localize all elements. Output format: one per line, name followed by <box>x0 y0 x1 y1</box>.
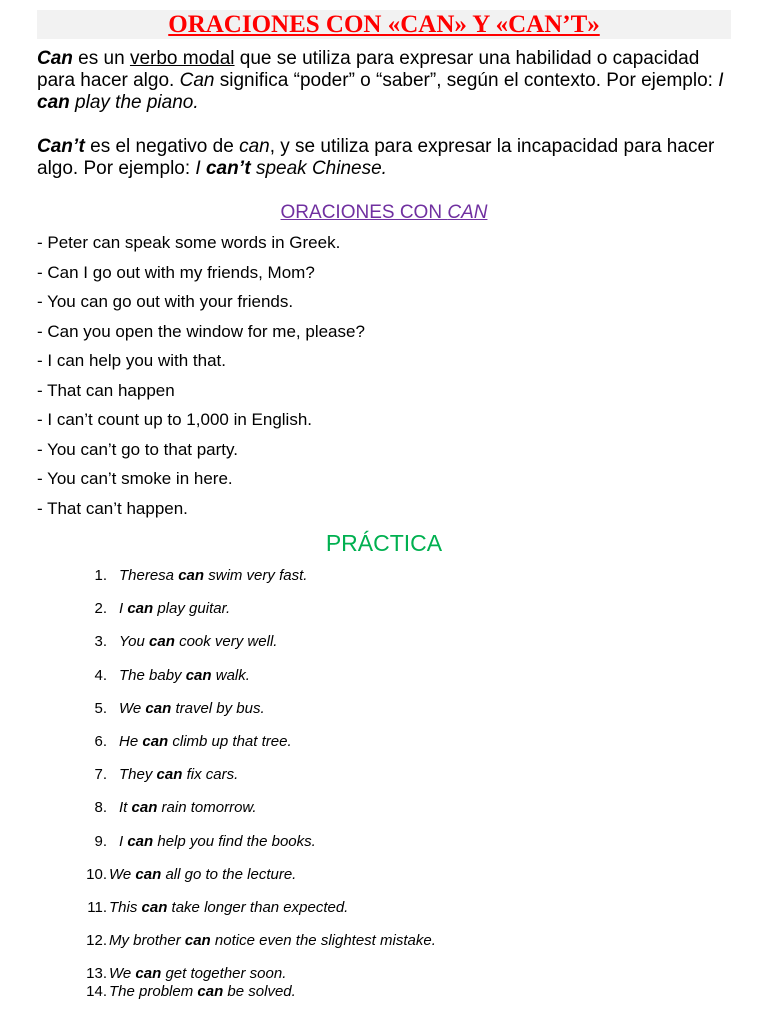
exercise-item: 6. He can climb up that tree. <box>37 732 731 765</box>
exercise-item: 4. The baby can walk. <box>37 666 731 699</box>
exercise-number: 14. <box>86 983 107 1001</box>
exercise-number: 11. <box>87 898 107 916</box>
exercise-number: 1. <box>94 567 107 584</box>
exercise-list <box>37 566 731 1000</box>
document-title: ORACIONES CON «CAN» Y «CAN’T» <box>37 10 731 39</box>
sentence-item: - Peter can speak some words in Greek. <box>37 233 341 252</box>
section-heading-oraciones: ORACIONES CON CAN <box>280 202 488 223</box>
exercise-item: 3. You can cook very well. <box>37 632 731 665</box>
exercise-number: 3. <box>94 633 107 651</box>
sentence-item: - Can you open the window for me, please? <box>37 321 365 341</box>
exercise-item: 2. I can play guitar. <box>37 599 731 632</box>
intro-paragraph-cant: Can’t es el negativo de can, y se utiliza para expresar la incapacidad para hacer algo. Por ejemplo: I can’t speak Chinese. <box>37 136 715 179</box>
exercise-number: 4. <box>94 666 107 684</box>
verbo-modal-link: verbo modal <box>129 48 235 69</box>
exercise-number: 5. <box>94 699 107 717</box>
term-cant: Can’t <box>37 136 85 157</box>
sentence-item: - That can happen <box>37 380 175 400</box>
exercise-item: 10. We can all go to the lecture. <box>37 865 731 898</box>
exercise-item: 14. The problem can be solved. <box>37 982 731 1000</box>
exercise-number: 12. <box>86 932 107 950</box>
exercise-item: 5. We can travel by bus. <box>37 699 731 732</box>
exercise-item: 11. This can take longer than expected. <box>37 898 731 931</box>
sentence-item: - I can help you with that. <box>37 351 226 370</box>
sentence-item: - You can’t go to that party. <box>37 439 238 459</box>
exercise-item: 13. We can get together soon. <box>37 964 731 982</box>
document-page <box>37 10 731 1000</box>
exercise-number: 2. <box>94 600 107 618</box>
term-can: Can <box>37 48 73 69</box>
exercise-number: 13. <box>86 965 107 983</box>
sentence-item: - Can I go out with my friends, Mom? <box>37 262 315 282</box>
exercise-item: 8. It can rain tomorrow. <box>37 798 731 831</box>
sentence-item: - You can go out with your friends. <box>37 292 294 311</box>
exercise-item: 9. I can help you find the books. <box>37 832 731 865</box>
exercise-item: 1. Theresa can swim very fast. <box>37 566 731 599</box>
intro-paragraph-can: Can es un verbo modal que se utiliza para expresar una habilidad o capacidad para hacer algo. Can significa “poder” o “saber”, según el contexto. Por ejemplo: I can play the piano. <box>37 48 724 113</box>
sentence-item: - That can’t happen. <box>37 498 188 518</box>
sentence-item: - I can’t count up to 1,000 in English. <box>37 410 313 429</box>
exercise-number: 9. <box>94 832 107 850</box>
sentence-list <box>37 233 731 528</box>
exercise-number: 10. <box>86 865 107 883</box>
exercise-number: 7. <box>94 766 107 784</box>
exercise-item: 12. My brother can notice even the slightest mistake. <box>37 931 731 964</box>
exercise-item: 7. They can fix cars. <box>37 765 731 798</box>
exercise-number: 8. <box>94 799 107 817</box>
section-heading-practica: PRÁCTICA <box>325 530 443 556</box>
sentence-item: - You can’t smoke in here. <box>37 469 233 488</box>
exercise-number: 6. <box>94 732 107 750</box>
